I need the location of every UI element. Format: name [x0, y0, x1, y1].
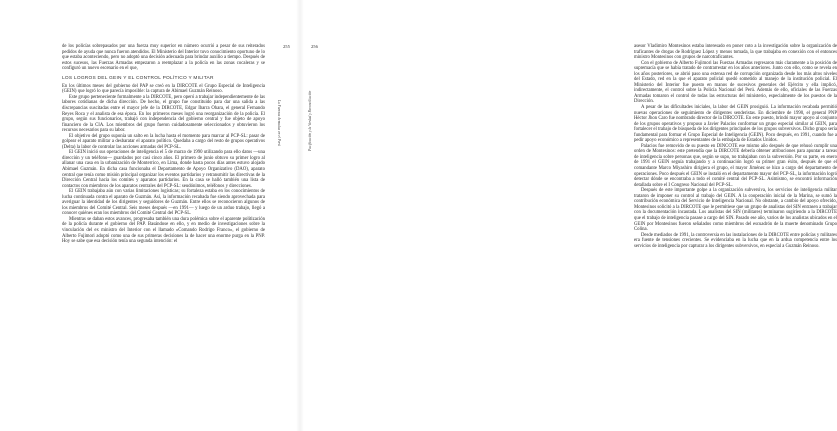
paragraph: El GEIN inició sus operaciones de inteligencia el 5 de marzo de 1990 utilizando para ello datos —una dirección y un teléfono— guardados por casi cinco años. El primero de junio obtuvo su primer logro al allanar una casa en la urbanización de Monterrico, en Lima, donde hasta pocos días antes estuvo alojado Abimael Guzmán. En dicha casa funcionaba el Departamento de Apoyo Organizativo (DAO), aparato central que tenía como misión principal organizar los eventos partidarios y retransmitir las directivas de la Dirección Central hacia los comités y aparatos partidarios. En la casa se halló también una lista de contactos con miembros de los aparatos centrales del PCP-SL: seudónimos, teléfonos y direcciones.: [62, 150, 265, 189]
paragraph: Este grupo perteneciente formalmente a la DIRCOTE, pero operó a trabajar independientemente de las labores cotidianas de dicha dirección. De hecho, el grupo fue constituido para dar una salida a las discrepancias suscitadas entre el mayor jefe de la DIRCOTE, Edgar Ibarra Ohara, el general Fernando Reyes Roca y el analista de esa época. En los primeros meses logró una reorganización de la policía. El grupo, según sus funcionarios, trabajó con independencia del gobierno central y fue objeto de apoyo financiero de la CIA. Los miembros del grupo fueron cuidadosamente seleccionados y obtuvieron los recursos necesarios para su labor.: [62, 94, 265, 134]
paragraph: A pesar de las dificultades iniciales, la labor del GEIN prosiguió. La información recabada permitió nuevas operaciones de seguimiento de dirigentes senderistas. En diciembre de 1990, el general PNP Héctor Jhon Caro fue nombrado director de la DIRCOTE. En este puesto, brindó mayor apoyo al conjunto de los grupos operativos y propuso a Javier Palacios conformar un grupo especial similar al GEIN, para fortalecer el trabajo de búsqueda de los dirigentes principales de los grupos subversivos. Dicho grupo sería fundamental para formar el Grupo Especial de Inteligencia (GEIN). Poco después, en 1991, cuando fue a pedir apoyo económico a representantes de la embajada de Estados Unidos.: [634, 105, 837, 144]
paragraph: Desde mediados de 1991, la controversia en las instalaciones de la DIRCOTE entre policías y militares era fuente de tensiones crecientes. Se evidenciaba en la lucha que en la ardua competencia entre los servicios de inteligencia por capturar a los dirigentes subversivos, en especial a Guzmán Reinoso.: [634, 232, 837, 249]
paragraph: asesor Vladimiro Montesinos estaba interesado en poner coto a la investigación sobre la organización de traficantes de drogas de Rodríguez López y menos tomada, la que trabajaba en conexión con el entonces ministro Montesinos con grupos de narcotraficantes.: [634, 44, 837, 61]
paragraph: El GEIN trabajaba aún con varias limitaciones logísticas; su fortaleza estaba en los conocimientos de lucha continuada contra el aparato de Guzmán. Así, la información recabada fue siendo aprovechada para averiguar la identidad de los dirigentes y seguidores de Guzmán. Entre ellos se reconocieron algunos de los miembros del Comité Central. Seis meses después —en 1991— y luego de un arduo trabajo, llegó a conocer quiénes eran los miembros del Comité Central del PCP-SL.: [62, 189, 265, 217]
left-text-column: [62, 44, 265, 245]
right-page: [300, 0, 837, 431]
paragraph: El objetivo del grupo suponía un salto en la lucha hasta el momento para marcar al PCP-SL: pasar de golpear el aparato militar a desbaratar el aparato político. Quedaba a cargo del resto de grupos operativos (Delta) la labor de controlar las acciones armadas del PCP-SL.: [62, 133, 265, 150]
paragraph: En los últimos meses del gobierno del PAP se creó en la DIRCOTE el Grupo Especial de Inteligencia (GEIN) que logró lo que parecía imposible: la captura de Abimael Guzmán Reinoso.: [62, 83, 265, 95]
section-heading: LOS LOGROS DEL GEIN Y EL CONTROL POLÍTICO Y MILITAR: [62, 76, 214, 82]
page-number-left: 255: [283, 44, 290, 49]
paragraph: de los policías sobrepasados por una fuerza muy superior en número ocurrió a pesar de sus reiterados pedidos de ayuda que nunca fueron atendidos. El Ministerio del Interior tuvo conocimiento oportuno de lo que estaba aconteciendo, pero no adoptó una decisión adecuada para brindar auxilio a tiempo. Después de estos sucesos, las Fuerzas Armadas empezaron a reemplazar a la policía en las zonas cocaleras y se configuró un nuevo escenario en el que,: [62, 44, 265, 72]
page-number-right: 256: [311, 44, 318, 49]
running-head-left: La Fuerzas Armadas en el Perú: [277, 100, 281, 146]
paragraph: Palacios fue removido de su puesto en DINCOTE ese mismo año después de que rehusó cumplir una orden de Montesinos: este pretendía que la DIRCOTE debería obtener atribuciones para apuntar a tareas de inteligencia sobre personas que, según se supo, no trabajaban con la subversión. Por su parte, en enero de 1991 el GEIN seguía trabajando y a continuación logró su primer gran éxito, después de que el comandante Marco Miyashiro dirigiera el grupo, el mayor Jiménez se hizo a cargo del departamento de operaciones. Poco después el GEIN se instaló en el departamento mayor del PCP-SL, la información logró detectar dónde se encontraba a todo el comité central del PCP-SL. Asimismo, se encontró información detallada sobre el I Congreso Nacional del PCP-SL.: [634, 143, 837, 188]
running-head-right: Pacificación y la Verdad y Reconciliación: [308, 90, 312, 151]
paragraph: Después de este importante golpe a la organización subversiva, los servicios de inteligencia militar trataron de imponer su control al trabajo del GEIN. A la cooperación inicial de la Marina, se sumó la contribución económica del Servicio de Inteligencia Nacional. No obstante, a cambio del apoyo ofrecido, Montesinos solicitó a la DIRCOTE que le permitiese que un grupo de analistas del SIN entrasen a trabajar con la documentación incautada. Los analistas del SIN (militares) terminaron sugiriendo a la DIRCOTE que el trabajo de inteligencia pasase a cargo del SIN. Pasado ese año, varios de los analistas ubicados en el GEIN por Montesinos fueron señalados como miembros del escuadrón de la muerte denominado Grupo Colina.: [634, 188, 837, 233]
paragraph: Mientras se daban estos avances, progresaba también una dura polémica sobre el aparente politización de la policía durante el gobierno del PAP. Basándose en ello, y en medio de investigaciones sobre la vinculación del ex ministro del Interior con el llamado «Comando Rodrigo Franco», el gobierno de Alberto Fujimori adoptó como una de sus primeras decisiones la de hacer una enorme purga en la PNP. Hoy se sabe que esa decisión tenía una segunda intención: el: [62, 216, 265, 245]
paragraph: Con el gobierno de Alberto Fujimori las Fuerzas Armadas regresaron más claramente a la posición de supremacía que se había tratado de contrarrestar en los años anteriores. Junto con ello, como se revela en los años posteriores, se abrió paso una extensa red de corrupción organizada desde los más altos niveles del Estado, red en la que el aparato policial quedó sometido al manejo de la institución policial. El Ministerio del Interior fue puesto en manos de sucesivos generales del Ejército y ella implicó, indirectamente, el control sobre la Policía Nacional del Perú. Además de ello, oficiales de las Fuerzas Armadas tomaron el control de todas las estructuras del ministerio, especialmente de los puestos de la Dirección.: [634, 60, 837, 105]
left-page: [0, 0, 300, 431]
right-text-column: [634, 44, 837, 249]
